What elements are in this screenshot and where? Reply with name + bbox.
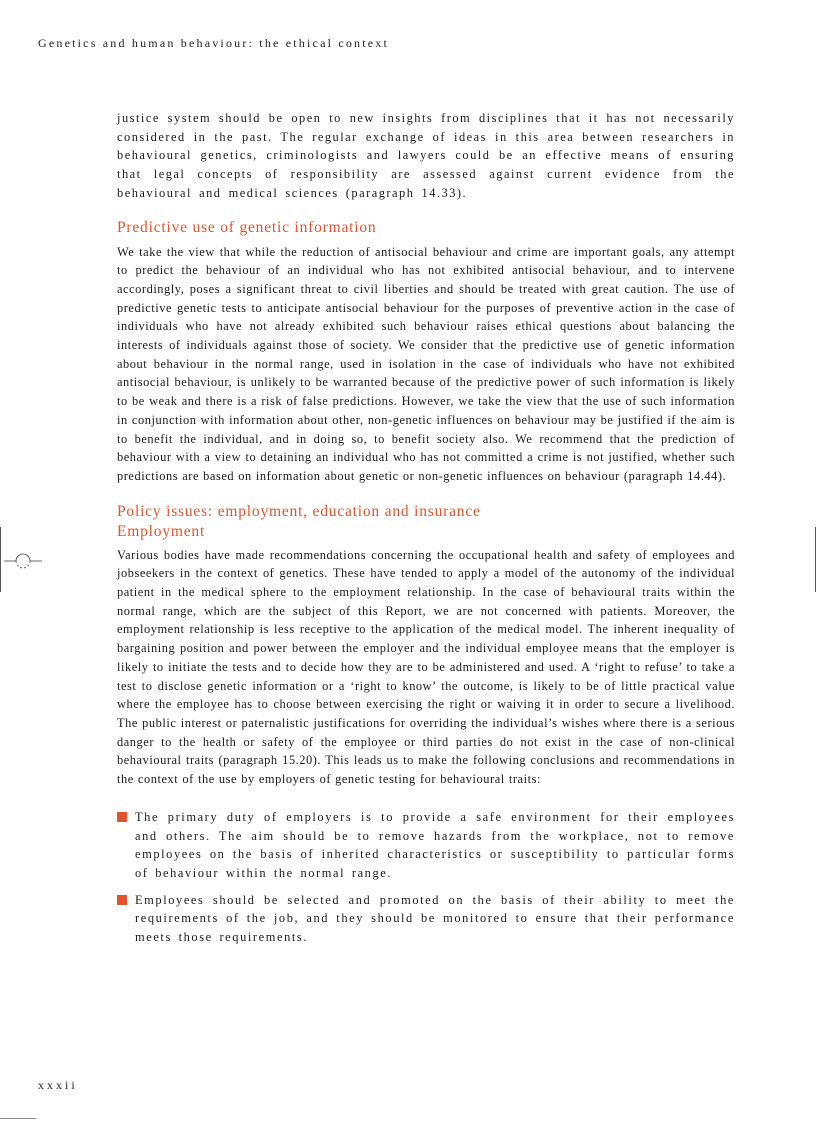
main-content (117, 109, 735, 955)
heading-predictive-use: Predictive use of genetic information (117, 218, 377, 236)
paragraph-predictive-use: We take the view that while the reduction of antisocial behaviour and crime are important goals, any attempt to predict the behaviour of an individual who has not exhibited antisocial behaviour, and to intervene accordingly, poses a significant threat to civil liberties and should be treated with great caution. The use of predictive genetic tests to anticipate antisocial behaviour for the purposes of preventive action in the case of individuals who have not already exhibited such behaviour raises ethical questions about balancing the interests of individuals against those of society. We consider that the predictive use of genetic information about behaviour in the normal range, used in isolation in the case of individuals who have not exhibited antisocial behaviour, is unlikely to be warranted because of the predictive power of such information is likely to be weak and there is a risk of false predictions. However, we take the view that the use of such information in conjunction with information about other, non-genetic influences on behaviour may be justified if the aim is to benefit the individual, and in doing so, to benefit society also. We recommend that the prediction of behaviour with a view to detaining an individual who has not committed a crime is not justified, whether such predictions are based on information about genetic or non-genetic influences on behaviour (paragraph 14.44). (117, 244, 735, 483)
square-bullet-icon (117, 895, 127, 905)
list-item-text: The primary duty of employers is to provide a safe environment for their employees and others. The aim should be to remove hazards from the workplace, not to remove employees on the basis of inherited characteristics or susceptibility to particular forms of behaviour within the normal range. (135, 809, 735, 880)
square-bullet-icon (117, 812, 127, 822)
bottom-rule (0, 1118, 36, 1119)
list-item (117, 808, 735, 883)
list-item (117, 891, 735, 947)
paragraph-employment: Various bodies have made recommendations concerning the occupational health and safety of employees and jobseekers in the context of genetics. These have tended to apply a model of the autonomy of the individual patient in the medical sphere to the employment relationship. In the case of behavioural traits within the normal range, which are the subject of this Report, we are not concerned with patients. Moreover, the employment relationship is less receptive to the application of the medical model. The inherent inequality of bargaining position and power between the employer and the individual employee means that the employer is likely to initiate the tests and to decide how they are to be administered and used. A ‘right to refuse’ to take a test to disclose genetic information or a ‘right to know’ the outcome, is likely to be of little practical value where the employee has to choose between exercising the right or waiving it in order to secure a livelihood. The public interest or paternalistic justifications for overriding the individual’s wishes where there is a serious danger to the health or safety of the employee or third parties do not exist in the case of non-clinical behavioural traits (paragraph 15.20). This leads us to make the following conclusions and recommendations in the context of the use by employers of genetic testing for behavioural traits: (117, 547, 735, 787)
paragraph-justice-system: justice system should be open to new insights from disciplines that it has not necessarily considered in the past. The regular exchange of ideas in this area between researchers in behavioural genetics, criminologists and lawyers could be an effective means of ensuring that legal concepts of responsibility are assessed against current evidence from the behavioural and medical sciences (paragraph 14.33). (117, 111, 735, 200)
margin-rule-left (0, 527, 1, 592)
recommendation-list (117, 808, 735, 947)
list-item-text: Employees should be selected and promoted on the basis of their ability to meet the requirements of the job, and they should be monitored to ensure that their performance meets those requirements. (135, 892, 735, 945)
heading-policy-issues: Policy issues: employment, education and insurance (117, 502, 481, 520)
heading-employment: Employment (117, 522, 206, 540)
running-head-title: Genetics and human behaviour: the ethical context (38, 36, 390, 50)
page-number: xxxii (38, 1078, 78, 1092)
crop-mark-icon (4, 548, 42, 574)
